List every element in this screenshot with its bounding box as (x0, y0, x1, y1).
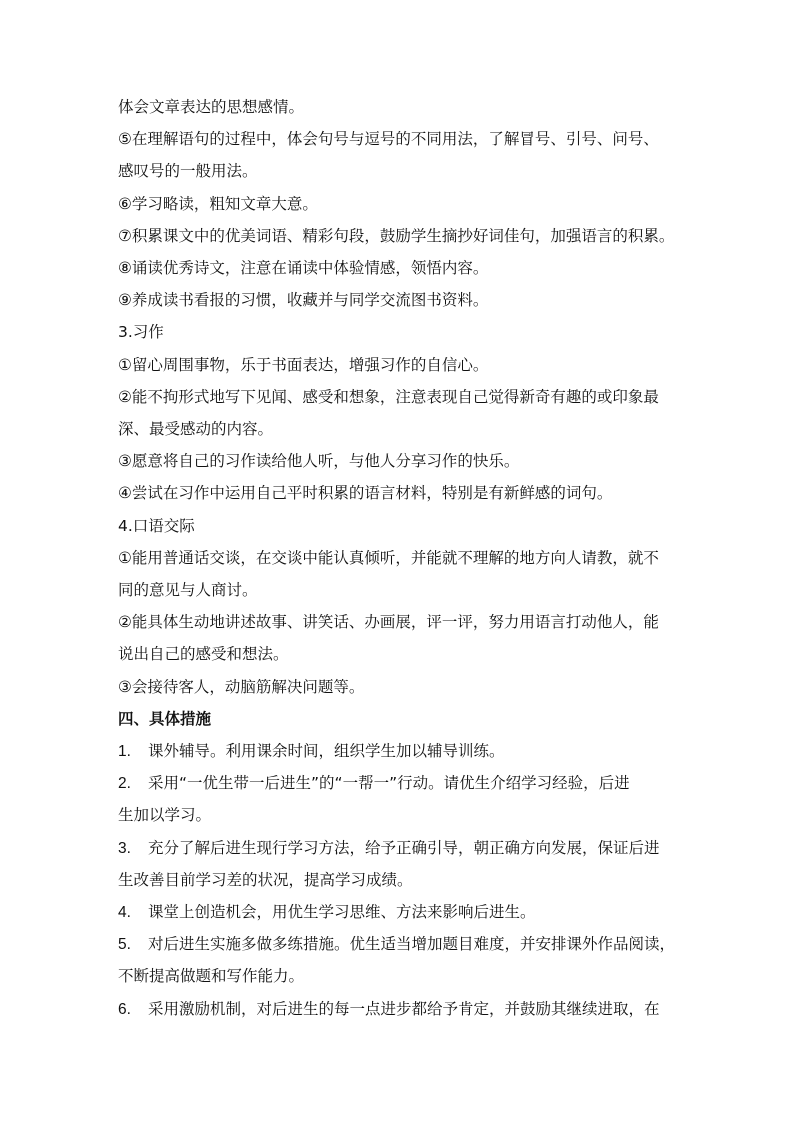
text-line (118, 869, 413, 891)
text-line (118, 676, 364, 698)
line-text: ⑤在理解语句的过程中，体会句号与逗号的不同用法，了解冒号、引号、问号、 (118, 130, 659, 149)
line-text: 4.口语交际 (118, 516, 195, 535)
text-line (118, 354, 488, 376)
line-text: 采用“一优生带一后进生”的“一帮一”行动。请优生介绍学习经验，后进 (148, 774, 630, 793)
line-text: ⑦积累课文中的优美词语、精彩句段，鼓励学生摘抄好词佳句，加强语言的积累。 (118, 226, 675, 245)
text-line (118, 547, 659, 569)
text-line (118, 740, 505, 762)
text-line (118, 386, 659, 408)
line-text: ③愿意将自己的习作读给他人听，与他人分享习作的快乐。 (118, 452, 520, 471)
text-line (118, 998, 660, 1020)
line-text: ④尝试在习作中运用自己平时积累的语言材料，特别是有新鲜感的词句。 (118, 484, 613, 503)
line-text: 体会文章表达的思想感情。 (118, 98, 305, 116)
text-line (118, 643, 289, 665)
line-text: 四、具体措施 (118, 709, 212, 728)
text-line (118, 772, 630, 794)
line-text: 深、最受感动的内容。 (118, 420, 274, 438)
line-text: 生改善目前学习差的状况，提高学习成绩。 (118, 870, 413, 889)
text-line (118, 128, 659, 150)
line-text: 对后进生实施多做多练措施。优生适当增加题目难度，并安排课外作品阅读， (148, 935, 676, 954)
line-text: 同的意见与人商讨。 (118, 581, 258, 599)
line-text: ⑥学习略读，粗知文章大意。 (118, 194, 318, 213)
text-line (118, 289, 488, 311)
text-line (118, 193, 318, 215)
line-text: ①留心周围事物，乐于书面表达，增强习作的自信心。 (118, 355, 489, 374)
line-text: 说出自己的感受和想法。 (118, 645, 289, 664)
text-line (118, 933, 675, 955)
list-number: 1. (118, 743, 131, 760)
list-number: 3. (118, 839, 131, 857)
text-line (118, 450, 519, 472)
text-line (118, 515, 195, 537)
text-line (118, 321, 164, 343)
line-text: ⑨养成读书看报的习惯，收藏并与同学交流图书资料。 (118, 291, 489, 310)
line-text: 采用激励机制，对后进生的每一点进步都给予肯定，并鼓励其继续进取，在 (148, 999, 660, 1018)
line-text: 充分了解后进生现行学习方法，给予正确引导，朝正确方向发展，保证后进 (148, 838, 660, 857)
text-line (118, 482, 612, 504)
text-line (118, 579, 258, 601)
text-line (118, 257, 488, 279)
text-line (118, 418, 273, 440)
list-number: 2. (118, 775, 131, 793)
line-text: 课外辅导。利用课余时间，组织学生加以辅导训练。 (148, 742, 505, 760)
list-number: 4. (118, 904, 131, 921)
line-text: ②能不拘形式地写下见闻、感受和想象，注意表现自己觉得新奇有趣的或印象最 (118, 387, 659, 406)
line-text: ②能具体生动地讲述故事、讲笑话、办画展，评一评，努力用语言打动他人，能 (118, 613, 659, 632)
line-text: 感叹号的一般用法。 (118, 162, 258, 181)
text-line (118, 611, 659, 633)
text-line (118, 160, 258, 182)
text-line (118, 96, 304, 118)
line-text: ①能用普通话交谈，在交谈中能认真倾听，并能就不理解的地方向人请教，就不 (118, 548, 659, 567)
text-line (118, 804, 211, 826)
text-line (118, 225, 674, 247)
text-line (118, 965, 304, 987)
line-text: 生加以学习。 (118, 806, 212, 825)
list-number: 6. (118, 1000, 131, 1018)
section-heading (118, 708, 211, 730)
line-text: 不断提高做题和写作能力。 (118, 967, 305, 986)
line-text: 3.习作 (118, 323, 164, 342)
line-text: ⑧诵读优秀诗文，注意在诵读中体验情感，领悟内容。 (118, 259, 489, 277)
line-text: 课堂上创造机会，用优生学习思维、方法来影响后进生。 (148, 903, 536, 921)
list-number: 5. (118, 936, 131, 954)
text-line (118, 837, 660, 859)
text-line (118, 901, 536, 923)
line-text: ③会接待客人，动脑筋解决问题等。 (118, 677, 365, 696)
